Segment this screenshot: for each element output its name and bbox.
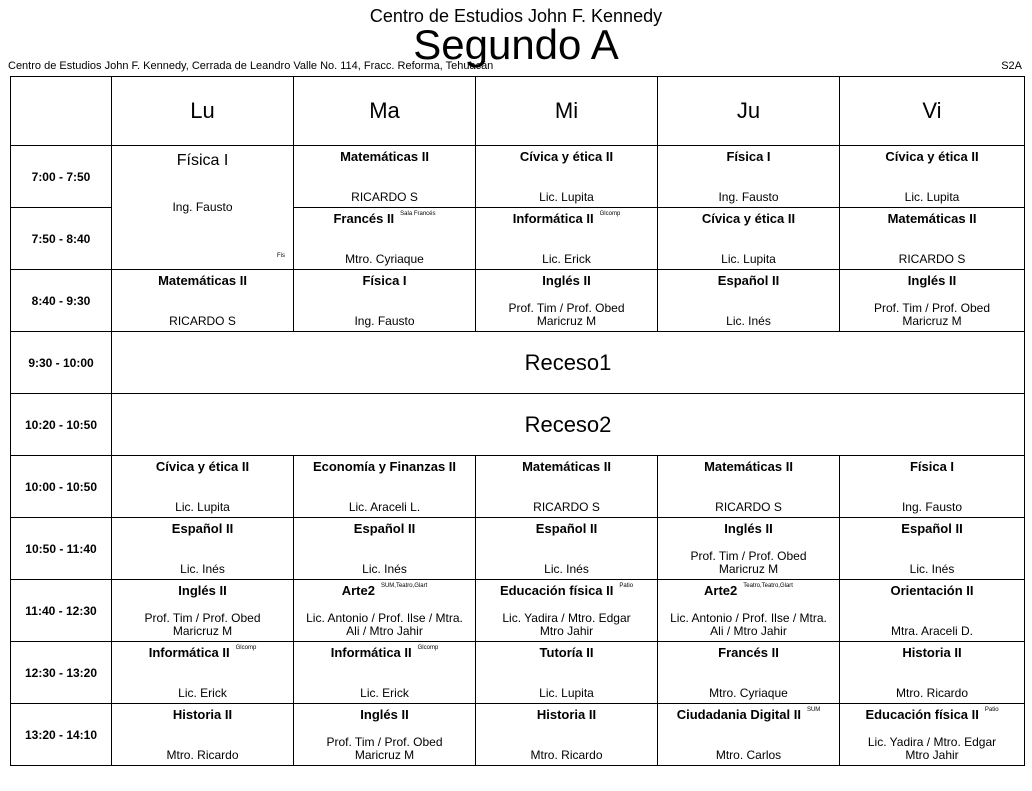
teacher-line: Mtro. Cyriaque	[345, 252, 424, 266]
subject-name	[112, 645, 293, 660]
class-cell	[294, 580, 476, 642]
schedule-row	[11, 146, 1025, 208]
subject-name	[840, 645, 1024, 660]
class-cell	[294, 704, 476, 766]
subject-name	[294, 459, 475, 474]
time-slot: 9:30 - 10:00	[11, 332, 112, 394]
time-slot: 7:00 - 7:50	[11, 146, 112, 208]
class-cell	[294, 146, 476, 208]
class-cell	[294, 456, 476, 518]
time-slot: 10:20 - 10:50	[11, 394, 112, 456]
subject-label: Informática II	[330, 645, 412, 660]
teacher-name	[476, 687, 657, 700]
subject-label: Economía y Finanzas II	[312, 459, 457, 474]
subject-name	[840, 583, 1024, 598]
class-cell	[476, 642, 658, 704]
class-cell	[658, 456, 840, 518]
teacher-line: Lic. Yadira / Mtro. Edgar	[867, 735, 997, 749]
teacher-line: Maricruz M	[718, 562, 779, 576]
subject-label: Inglés II	[360, 707, 409, 722]
teacher-name	[294, 736, 475, 762]
subject-name	[476, 645, 657, 660]
teacher-line: Mtro. Ricardo	[895, 686, 969, 700]
class-cell-content	[840, 208, 1024, 269]
teacher-name	[476, 253, 657, 266]
teacher-name	[840, 501, 1024, 514]
teacher-name	[112, 612, 293, 638]
class-cell	[658, 642, 840, 704]
class-cell	[658, 704, 840, 766]
schedule-row	[11, 580, 1025, 642]
subject-label: Historia II	[902, 645, 962, 660]
teacher-name	[840, 563, 1024, 576]
class-cell	[476, 518, 658, 580]
subject-label: Matemáticas II	[340, 149, 429, 164]
teacher-line: Mtro. Ricardo	[166, 748, 239, 762]
class-cell	[840, 456, 1025, 518]
teacher-name	[294, 253, 475, 266]
subject-label: Matemáticas II	[887, 211, 977, 226]
subject-label: Informática II	[512, 211, 594, 226]
teacher-name	[476, 191, 657, 204]
subject-label: Inglés II	[724, 521, 773, 536]
schedule-row	[11, 518, 1025, 580]
subject-label: Español II	[353, 521, 416, 536]
subject-label: Inglés II	[542, 273, 591, 288]
teacher-name	[476, 501, 657, 514]
schedule-row	[11, 642, 1025, 704]
class-cell	[112, 518, 294, 580]
class-cell-content	[840, 642, 1024, 703]
class-cell	[658, 146, 840, 208]
class-cell	[840, 270, 1025, 332]
subject-label: Cívica y ética II	[155, 459, 250, 474]
class-cell-content	[658, 146, 839, 207]
teacher-line: Maricruz M	[172, 624, 233, 638]
class-cell	[112, 704, 294, 766]
class-cell	[476, 456, 658, 518]
class-cell-content	[840, 580, 1024, 641]
subject-label: Matemáticas II	[522, 459, 611, 474]
class-cell-content	[658, 518, 839, 579]
class-cell-content	[294, 642, 475, 703]
room-label: Patio	[619, 583, 634, 589]
teacher-name	[658, 501, 839, 514]
teacher-name	[112, 501, 293, 514]
class-cell-content	[112, 580, 293, 641]
teacher-line: Ali / Mtro Jahir	[346, 624, 423, 638]
teacher-line: Ali / Mtro Jahir	[710, 624, 787, 638]
class-cell-content	[294, 270, 475, 331]
teacher-line: Mtro Jahir	[905, 748, 959, 762]
subject-label: Español II	[717, 273, 780, 288]
class-cell-content	[294, 580, 475, 641]
class-cell-content	[294, 208, 475, 269]
subject-name	[112, 459, 293, 474]
subject-name	[658, 149, 839, 164]
subject-name	[658, 459, 839, 474]
teacher-line: Mtro Jahir	[539, 624, 594, 638]
subject-name	[840, 459, 1024, 474]
teacher-name	[658, 315, 839, 328]
time-slot: 13:20 - 14:10	[11, 704, 112, 766]
subject-name	[476, 521, 657, 536]
subject-label: Historia II	[172, 707, 233, 722]
class-cell	[658, 580, 840, 642]
subject-label: Tutoría II	[539, 645, 594, 660]
teacher-name	[112, 563, 293, 576]
class-cell-content	[294, 518, 475, 579]
subject-label: Ciudadania Digital II	[676, 707, 801, 722]
teacher-line: Ing. Fausto	[354, 314, 415, 328]
subject-name	[840, 211, 1024, 226]
teacher-line: Prof. Tim / Prof. Obed	[508, 301, 625, 315]
subject-name	[476, 459, 657, 474]
teacher-line: Mtra. Araceli D.	[890, 624, 974, 638]
teacher-line: Maricruz M	[536, 314, 597, 328]
room-label: Glcomp	[235, 645, 257, 651]
teacher-line: Lic. Inés	[362, 562, 407, 576]
teacher-name	[658, 191, 839, 204]
teacher-line: Lic. Yadira / Mtro. Edgar	[502, 611, 631, 625]
class-cell	[294, 518, 476, 580]
teacher-name	[658, 687, 839, 700]
class-cell	[658, 208, 840, 270]
teacher-name	[476, 612, 657, 638]
schedule-row	[11, 704, 1025, 766]
subject-label: Informática II	[148, 645, 230, 660]
teacher-line: Mtro. Carlos	[715, 748, 782, 762]
teacher-line: Lic. Inés	[909, 562, 955, 576]
class-cell-content	[112, 270, 293, 331]
subject-name	[476, 211, 657, 226]
subject-label: Cívica y ética II	[885, 149, 979, 164]
class-cell-content	[476, 518, 657, 579]
time-slot: 7:50 - 8:40	[11, 208, 112, 270]
class-cell	[294, 208, 476, 270]
day-header: Mi	[476, 77, 658, 146]
subject-label: Inglés II	[907, 273, 957, 288]
class-cell	[840, 704, 1025, 766]
class-cell	[840, 146, 1025, 208]
subject-name	[476, 707, 657, 722]
subject-name	[476, 273, 657, 288]
subject-label: Matemáticas II	[704, 459, 793, 474]
break-label: Receso2	[112, 394, 1025, 456]
class-cell	[112, 270, 294, 332]
subject-label: Matemáticas II	[158, 273, 247, 288]
subject-name	[658, 645, 839, 660]
class-cell-content	[112, 704, 293, 765]
class-cell-content	[840, 270, 1024, 331]
teacher-line: Lic. Erick	[178, 686, 227, 700]
teacher-line: Maricruz M	[354, 748, 415, 762]
subject-label: Cívica y ética II	[519, 149, 614, 164]
class-cell	[840, 580, 1025, 642]
subject-label: Español II	[901, 521, 963, 536]
teacher-line: Lic. Antonio / Prof. Ilse / Mtra.	[670, 611, 827, 625]
teacher-line: Lic. Inés	[544, 562, 589, 576]
class-cell-content	[840, 518, 1024, 579]
class-cell-content	[476, 146, 657, 207]
class-cell	[476, 270, 658, 332]
class-cell-content	[294, 456, 475, 517]
room-label: Teatro,Teatro,Glart	[743, 583, 793, 589]
teacher-line: Lic. Lupita	[721, 252, 776, 266]
subject-label: Física I	[726, 149, 771, 164]
subject-name	[294, 149, 475, 164]
class-cell-content	[840, 146, 1024, 207]
class-cell	[476, 208, 658, 270]
subject-name	[840, 149, 1024, 164]
teacher-name	[294, 563, 475, 576]
teacher-line: Lic. Lupita	[539, 190, 594, 204]
schedule-row	[11, 270, 1025, 332]
subject-name	[840, 521, 1024, 536]
subject-name	[112, 152, 293, 170]
class-cell	[112, 642, 294, 704]
day-header: Lu	[112, 77, 294, 146]
teacher-line: Lic. Lupita	[175, 500, 230, 514]
teacher-line: Lic. Inés	[726, 314, 771, 328]
teacher-line: RICARDO S	[898, 252, 966, 266]
teacher-name	[658, 749, 839, 762]
break-label: Receso1	[112, 332, 1025, 394]
subject-name	[294, 583, 475, 598]
teacher-name	[840, 302, 1024, 328]
subject-label: Física I	[362, 273, 407, 288]
time-slot: 10:00 - 10:50	[11, 456, 112, 518]
subject-name	[294, 707, 475, 722]
schedule-table	[10, 76, 1025, 766]
subject-label: Francés II	[333, 211, 395, 226]
teacher-line: Mtro. Ricardo	[530, 748, 603, 762]
room-label: Sala Francés	[400, 211, 436, 217]
teacher-line: Lic. Antonio / Prof. Ilse / Mtra.	[306, 611, 463, 625]
class-cell-content	[658, 580, 839, 641]
class-cell	[476, 704, 658, 766]
subject-name	[112, 583, 293, 598]
teacher-name	[294, 315, 475, 328]
teacher-name	[658, 253, 839, 266]
class-cell-content	[112, 146, 293, 269]
teacher-name	[840, 625, 1024, 638]
teacher-name	[294, 501, 475, 514]
room-label: Glcomp	[417, 645, 439, 651]
class-cell-content	[476, 704, 657, 765]
teacher-name	[294, 612, 475, 638]
schedule-row	[11, 456, 1025, 518]
room-label: SUM	[806, 707, 821, 713]
class-cell-content	[476, 208, 657, 269]
day-header: Ma	[294, 77, 476, 146]
teacher-name	[840, 253, 1024, 266]
teacher-line: Lic. Lupita	[539, 686, 594, 700]
class-cell-content	[112, 642, 293, 703]
subject-name	[294, 521, 475, 536]
class-cell-content	[294, 146, 475, 207]
subject-label: Español II	[171, 521, 234, 536]
class-cell-content	[658, 704, 839, 765]
group-code: S2A	[1001, 60, 1022, 72]
teacher-name	[294, 687, 475, 700]
teacher-line: RICARDO S	[169, 314, 236, 328]
class-cell-content	[658, 456, 839, 517]
break-row	[11, 332, 1025, 394]
class-cell-content	[658, 270, 839, 331]
subject-name	[112, 521, 293, 536]
class-cell	[840, 518, 1025, 580]
subject-name	[294, 273, 475, 288]
subject-name	[476, 583, 657, 598]
break-row	[11, 394, 1025, 456]
class-cell-content	[658, 208, 839, 269]
class-cell-content	[476, 270, 657, 331]
subject-name	[294, 211, 475, 226]
school-address: Centro de Estudios John F. Kennedy, Cerrada de Leandro Valle No. 114, Fracc. Reforma, Tehuacán	[8, 60, 494, 72]
subject-name	[112, 707, 293, 722]
subject-name	[658, 211, 839, 226]
teacher-line: Lic. Lupita	[904, 190, 960, 204]
time-slot: 8:40 - 9:30	[11, 270, 112, 332]
class-cell	[112, 580, 294, 642]
teacher-line: Prof. Tim / Prof. Obed	[873, 301, 991, 315]
teacher-line: Lic. Erick	[360, 686, 409, 700]
subject-label: Cívica y ética II	[701, 211, 796, 226]
day-header: Vi	[840, 77, 1025, 146]
class-cell	[476, 146, 658, 208]
subject-label: Arte2	[704, 583, 738, 598]
room-label: Patio	[984, 707, 999, 713]
class-cell-content	[476, 456, 657, 517]
teacher-line: Ing. Fausto	[718, 190, 779, 204]
class-cell	[840, 208, 1025, 270]
teacher-name	[840, 736, 1024, 762]
subject-label: Educación física II	[499, 583, 614, 598]
room-label: Glcomp	[599, 211, 621, 217]
class-cell	[294, 642, 476, 704]
subject-name	[658, 273, 839, 288]
subject-label: Física I	[176, 152, 229, 169]
corner-cell	[11, 77, 112, 146]
teacher-line: RICARDO S	[715, 500, 782, 514]
subject-name	[294, 645, 475, 660]
teacher-name	[112, 315, 293, 328]
subject-name	[658, 583, 839, 598]
teacher-name	[476, 749, 657, 762]
subject-name	[112, 273, 293, 288]
subject-label: Historia II	[536, 707, 597, 722]
teacher-line: RICARDO S	[351, 190, 418, 204]
class-cell-content	[840, 456, 1024, 517]
subject-label: Español II	[535, 521, 598, 536]
time-slot: 12:30 - 13:20	[11, 642, 112, 704]
room-code: Fis	[277, 253, 285, 259]
subject-name	[658, 707, 839, 722]
subject-label: Arte2	[341, 583, 375, 598]
class-cell	[476, 580, 658, 642]
time-slot: 11:40 - 12:30	[11, 580, 112, 642]
class-cell	[112, 146, 294, 270]
subject-name	[840, 273, 1024, 288]
teacher-line: Maricruz M	[902, 314, 962, 328]
class-cell-content	[294, 704, 475, 765]
teacher-name	[112, 687, 293, 700]
teacher-line: Ing. Fausto	[901, 500, 963, 514]
teacher-name	[840, 191, 1024, 204]
room-label: SUM,Teatro,Glart	[380, 583, 428, 589]
teacher-name	[476, 563, 657, 576]
teacher-line: RICARDO S	[533, 500, 600, 514]
subject-label: Física I	[909, 459, 955, 474]
class-cell	[658, 270, 840, 332]
teacher-name	[112, 201, 293, 214]
teacher-name	[294, 191, 475, 204]
subject-label: Orientación II	[890, 583, 974, 598]
subject-name	[658, 521, 839, 536]
class-cell	[294, 270, 476, 332]
teacher-name	[658, 550, 839, 576]
subject-label: Francés II	[718, 645, 779, 660]
class-cell-content	[840, 704, 1024, 765]
teacher-line: Prof. Tim / Prof. Obed	[326, 735, 443, 749]
day-header: Ju	[658, 77, 840, 146]
teacher-line: Lic. Inés	[180, 562, 225, 576]
class-cell-content	[476, 580, 657, 641]
class-cell	[840, 642, 1025, 704]
class-cell-content	[112, 518, 293, 579]
teacher-name	[112, 749, 293, 762]
teacher-line: Mtro. Cyriaque	[709, 686, 788, 700]
class-cell-content	[658, 642, 839, 703]
class-cell	[112, 456, 294, 518]
teacher-line: Lic. Erick	[542, 252, 591, 266]
subject-label: Inglés II	[178, 583, 227, 598]
subject-label: Educación física II	[865, 707, 979, 722]
teacher-name	[840, 687, 1024, 700]
subject-name	[476, 149, 657, 164]
teacher-name	[476, 302, 657, 328]
subject-name	[840, 707, 1024, 722]
class-cell	[658, 518, 840, 580]
teacher-line: Ing. Fausto	[172, 200, 233, 214]
class-cell-content	[476, 642, 657, 703]
teacher-name	[658, 612, 839, 638]
teacher-line: Prof. Tim / Prof. Obed	[144, 611, 261, 625]
time-slot: 10:50 - 11:40	[11, 518, 112, 580]
school-title: Centro de Estudios John F. Kennedy	[369, 6, 663, 26]
class-title: Segundo A	[413, 21, 619, 68]
day-header-row	[11, 77, 1025, 146]
teacher-line: Prof. Tim / Prof. Obed	[690, 549, 807, 563]
teacher-line: Lic. Araceli L.	[348, 500, 421, 514]
class-cell-content	[112, 456, 293, 517]
